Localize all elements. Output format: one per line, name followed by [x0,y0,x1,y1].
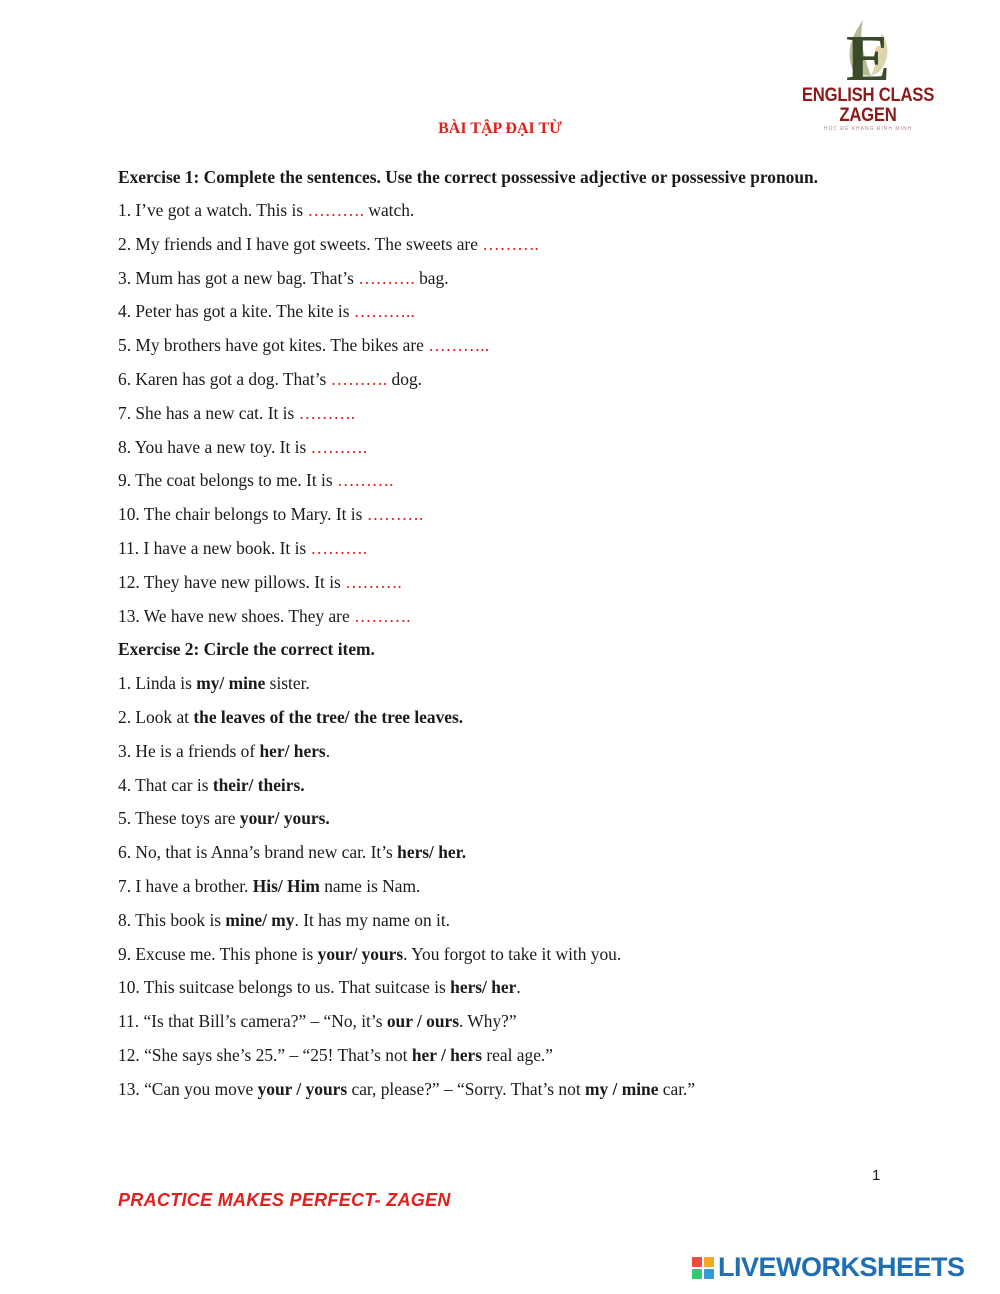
exercise-1-item [118,194,882,228]
sentence-text: sister. [265,673,310,694]
exercise-1-item [118,498,882,532]
exercise-2-item [118,1005,882,1039]
exercise-1-item [118,600,882,634]
icon-square [692,1257,702,1267]
sentence-text: name is Nam. [319,875,421,896]
answer-blank[interactable]: ……….. [353,301,415,322]
sentence-text: 5. These toys are [118,808,240,829]
liveworksheets-watermark [692,1252,965,1283]
footer-slogan: PRACTICE MAKES PERFECT- ZAGEN [118,1190,451,1210]
choice-option[interactable]: the leaves of the tree/ the tree leaves. [193,706,464,727]
exercise-1-item [118,464,882,498]
sentence-text: 6. No, that is Anna’s brand new car. It’s [118,842,398,863]
sentence-text: 5. My brothers have got kites. The bikes are [118,335,429,356]
choice-option[interactable]: my / mine [585,1078,659,1099]
sentence-text: bag. [414,267,449,288]
answer-blank[interactable]: ………. [345,571,402,592]
sentence-text: 10. This suitcase belongs to us. That suitcase is [118,977,451,998]
sentence-text: 2. My friends and I have got sweets. The sweets are [118,233,483,254]
choice-option[interactable]: our / ours [386,1011,459,1032]
choice-option[interactable]: His/ Him [252,875,320,896]
exercise-1-item [118,329,882,363]
exercise-2-item [118,735,882,769]
choice-option[interactable]: hers/ her [450,977,517,998]
sentence-text: . It has my name on it. [294,909,451,930]
choice-option[interactable]: their/ theirs. [212,774,305,795]
answer-blank[interactable]: ………. [298,402,356,423]
sentence-text: 4. That car is [118,774,213,795]
sentence-text: . [516,977,521,998]
exercise-2-item [118,971,882,1005]
exercise-2-item [118,1039,882,1073]
exercise-2-item [118,870,882,904]
sentence-text: 10. The chair belongs to Mary. It is [118,504,367,525]
exercise-2-item [118,667,882,701]
sentence-text: 13. “Can you move [118,1078,258,1099]
exercise-2-item [118,1073,882,1107]
sentence-text: 6. Karen has got a dog. That’s [118,368,331,389]
exercise-2-item [118,769,882,803]
exercise-1-item [118,228,882,262]
sentence-text: 3. He is a friends of [118,740,260,761]
sentence-text: 12. “She says she’s 25.” – “25! That’s not [118,1044,412,1065]
exercise-2-item [118,904,882,938]
answer-blank[interactable]: ……….. [428,335,490,356]
choice-option[interactable]: your/ yours. [239,808,330,829]
answer-blank[interactable]: ………. [482,233,539,254]
exercise-2-item [118,701,882,735]
sentence-text: . [325,740,331,761]
sentence-text: 2. Look at [118,706,194,727]
answer-blank[interactable]: ………. [366,504,424,525]
sentence-text: 9. Excuse me. This phone is [118,943,318,964]
exercise-1-heading: Exercise 1: Complete the sentences. Use the correct possessive adjective or possessive pronoun. [118,167,819,187]
exercise-1-item [118,431,882,465]
answer-blank[interactable]: ………. [307,200,365,220]
exercise-2-list [118,667,882,1106]
sentence-text: 11. “Is that Bill’s camera?” – “No, it’s [118,1011,387,1032]
sentence-text: 8. You have a new toy. It is [118,436,311,457]
sentence-text: dog. [387,368,422,389]
sentence-text: car, please?” – “Sorry. That’s not [347,1078,585,1099]
svg-text:E: E [845,22,891,86]
exercise-1-item [118,566,882,600]
answer-blank[interactable]: ………. [354,605,411,626]
sentence-text: 11. I have a new book. It is [118,537,311,558]
liveworksheets-text: LIVEWORKSHEETS [718,1252,965,1282]
exercise-2-item [118,836,882,870]
choice-option[interactable]: hers/ her. [397,842,467,863]
sentence-text: 13. We have new shoes. They are [118,605,355,626]
sentence-text: car.” [658,1078,696,1099]
choice-option[interactable]: her / hers [411,1044,483,1065]
choice-option[interactable]: your/ yours [317,943,404,964]
exercise-2-heading: Exercise 2: Circle the correct item. [118,639,375,660]
choice-option[interactable]: her/ hers [259,740,326,761]
answer-blank[interactable]: ………. [330,368,388,389]
logo-text: ENGLISH CLASS ZAGEN [801,85,935,126]
exercise-1-item [118,397,882,431]
page-title: BÀI TẬP ĐẠI TỪ [438,120,562,137]
sentence-text: 1. Linda is [118,673,197,694]
worksheet-content [118,160,882,1107]
answer-blank[interactable]: ………. [336,470,394,491]
liveworksheets-icon [692,1257,714,1279]
exercise-1-item [118,262,882,296]
exercise-2-item [118,938,882,972]
choice-option[interactable]: mine/ my [225,909,295,930]
sentence-text: 12. They have new pillows. It is [118,571,346,592]
sentence-text: 7. I have a brother. [118,875,253,896]
answer-blank[interactable]: ………. [310,537,368,558]
sentence-text: real age.” [482,1044,554,1065]
choice-option[interactable]: your / yours [257,1078,348,1099]
sentence-text: . Why?” [459,1011,517,1032]
exercise-1-list [118,194,882,633]
sentence-text: watch. [364,200,415,220]
exercise-1-item [118,363,882,397]
answer-blank[interactable]: ………. [358,267,415,288]
sentence-text: 1. I’ve got a watch. This is [118,200,308,220]
sentence-text: 3. Mum has got a new bag. That’s [118,267,359,288]
page-number: 1 [872,1167,881,1184]
icon-square [704,1269,714,1279]
exercise-2-item [118,802,882,836]
sentence-text: 9. The coat belongs to me. It is [118,470,337,491]
icon-square [704,1257,714,1267]
exercise-1-item [118,532,882,566]
logo-emblem [833,14,903,86]
sentence-text: 4. Peter has got a kite. The kite is [118,301,354,322]
exercise-1-item [118,295,882,329]
logo-subtitle: HỌC ĐỂ KHÁNG ĐỊNH MÌNH [823,126,913,132]
sentence-text: 8. This book is [118,909,226,930]
choice-option[interactable]: my/ mine [196,673,266,694]
sentence-text: . You forgot to take it with you. [403,943,622,964]
logo [778,14,958,132]
sentence-text: 7. She has a new cat. It is [118,402,299,423]
icon-square [692,1269,702,1279]
answer-blank[interactable]: ………. [310,436,368,457]
